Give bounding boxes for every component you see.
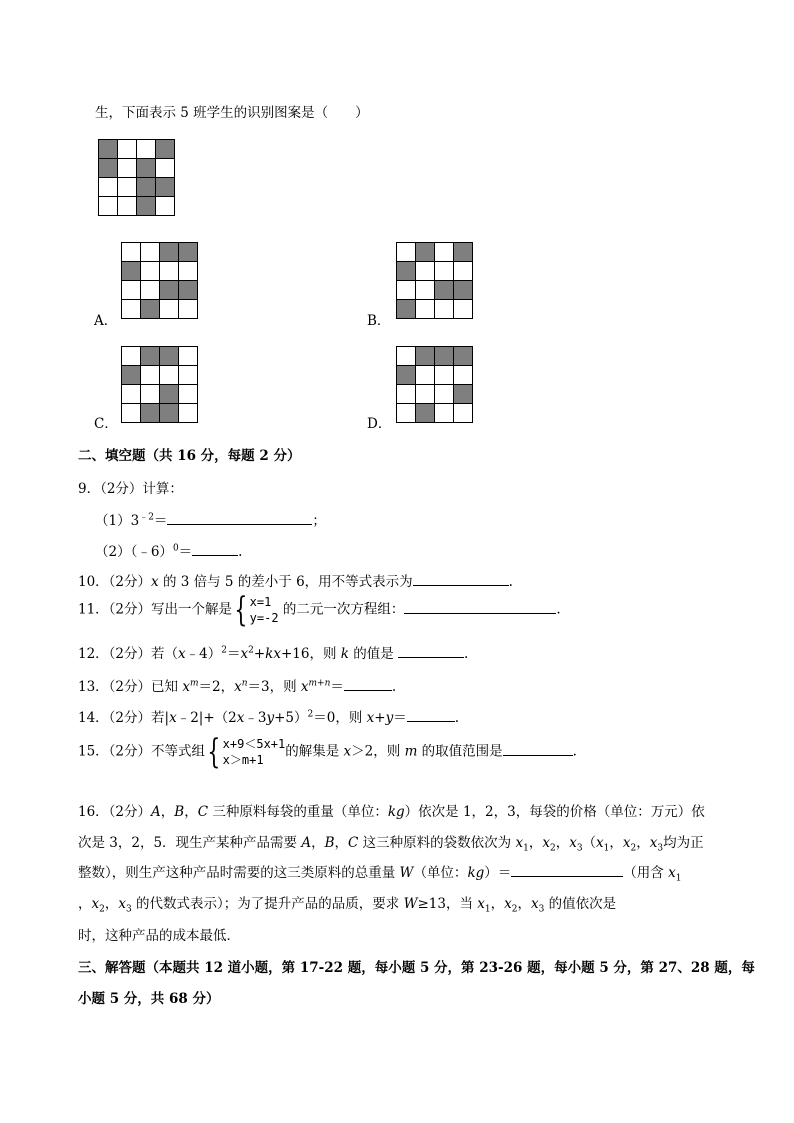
shaded-cell (397, 300, 416, 319)
empty-cell (179, 366, 198, 385)
question-10: 10．（2分）x 的 3 倍与 5 的差小于 6，用不等式表示为 . (78, 570, 513, 590)
question-8-intro: 生，下面表示 5 班学生的识别图案是（ ） (95, 105, 369, 121)
shaded-cell (454, 243, 473, 262)
empty-cell (179, 347, 198, 366)
empty-cell (156, 197, 175, 216)
answer-blank[interactable] (398, 643, 464, 658)
shaded-cell (122, 262, 141, 281)
empty-cell (454, 262, 473, 281)
shaded-cell (156, 178, 175, 197)
empty-cell (416, 262, 435, 281)
empty-cell (416, 300, 435, 319)
answer-blank[interactable] (511, 862, 623, 877)
shaded-cell (416, 404, 435, 423)
empty-cell (416, 281, 435, 300)
empty-cell (141, 281, 160, 300)
shaded-cell (179, 243, 198, 262)
shaded-cell (397, 366, 416, 385)
shaded-cell (416, 243, 435, 262)
question-13: 13．（2分）已知 $x^m=2$，$x^n=3$，则 $x^{m+n}=$ . (78, 675, 396, 695)
shaded-cell (179, 281, 198, 300)
shaded-cell (99, 140, 118, 159)
shaded-cell (137, 197, 156, 216)
shaded-cell (122, 366, 141, 385)
empty-cell (118, 178, 137, 197)
empty-cell (435, 262, 454, 281)
option-b-label: B． (367, 313, 391, 329)
shaded-cell (141, 300, 160, 319)
answer-blank[interactable] (413, 571, 509, 586)
option-a-label: A． (94, 313, 118, 329)
question-16-line-1: 16．（2分）A，B，C 三种原料每袋的重量（单位：kg）依次是 1，2，3，每袋的价格（单位：万元）依 (78, 804, 705, 820)
question-9-part-1: $(1)3^{﹣2}=$ ； (95, 509, 326, 529)
empty-cell (435, 366, 454, 385)
empty-cell (118, 159, 137, 178)
empty-cell (156, 159, 175, 178)
empty-cell (397, 281, 416, 300)
question-12: 12．（2分）若$(x﹣4)^2=x^2+kx+16$，则 k 的值是 . (78, 642, 468, 662)
option-c-label: C． (94, 416, 118, 432)
empty-cell (141, 262, 160, 281)
shaded-cell (99, 159, 118, 178)
empty-cell (454, 404, 473, 423)
answer-blank[interactable] (344, 676, 392, 691)
empty-cell (141, 366, 160, 385)
shaded-cell (454, 347, 473, 366)
empty-cell (397, 347, 416, 366)
empty-cell (122, 281, 141, 300)
answer-blank[interactable] (192, 541, 238, 556)
empty-cell (416, 366, 435, 385)
empty-cell (160, 262, 179, 281)
empty-cell (179, 404, 198, 423)
question-9-part-2: （2）（﹣6）$^0$＝ . (95, 540, 242, 560)
shaded-cell (141, 347, 160, 366)
question-11: 11．（2分）写出一个解是{ x=1 y=-2 的二元一次方程组： . (78, 590, 561, 630)
empty-cell (141, 385, 160, 404)
question-16-line-5: 时，这种产品的成本最低． (78, 928, 240, 944)
shaded-cell (435, 281, 454, 300)
empty-cell (179, 385, 198, 404)
question-9-head: 9．（2分）计算： (78, 481, 183, 497)
empty-cell (454, 300, 473, 319)
empty-cell (122, 385, 141, 404)
shaded-cell (160, 347, 179, 366)
empty-cell (435, 300, 454, 319)
empty-cell (99, 197, 118, 216)
shaded-cell (435, 347, 454, 366)
question-14: 14．（2分）若|x﹣2|+（2x﹣3y+5）$^2$＝0，则 x+y＝ . (78, 706, 459, 726)
shaded-cell (137, 178, 156, 197)
empty-cell (122, 243, 141, 262)
option-b-pattern-grid (396, 242, 473, 319)
option-a-pattern-grid (121, 242, 198, 319)
empty-cell (179, 262, 198, 281)
question-16-line-3: 整数），则生产这种产品时需要的这三类原料的总重量 W（单位：kg）＝ （用含 $x_1$ (78, 861, 681, 884)
section-3-title-line-2: 小题 5 分，共 68 分） (78, 991, 220, 1007)
example-pattern-grid (98, 139, 175, 216)
empty-cell (435, 243, 454, 262)
shaded-cell (454, 281, 473, 300)
answer-blank[interactable] (407, 707, 455, 722)
empty-cell (160, 300, 179, 319)
empty-cell (416, 385, 435, 404)
shaded-cell (416, 347, 435, 366)
empty-cell (397, 243, 416, 262)
empty-cell (397, 404, 416, 423)
shaded-cell (397, 262, 416, 281)
empty-cell (99, 178, 118, 197)
shaded-cell (156, 140, 175, 159)
answer-blank[interactable] (503, 741, 573, 756)
empty-cell (118, 140, 137, 159)
answer-blank[interactable] (404, 599, 556, 614)
empty-cell (137, 140, 156, 159)
empty-cell (122, 404, 141, 423)
empty-cell (122, 347, 141, 366)
option-c-pattern-grid (121, 346, 198, 423)
brace-symbol: { (207, 732, 221, 772)
shaded-cell (141, 404, 160, 423)
empty-cell (435, 404, 454, 423)
shaded-cell (160, 243, 179, 262)
section-2-title: 二、填空题（共 16 分，每题 2 分） (78, 448, 301, 464)
question-16-line-2: 次是 3，2，5．现生产某种产品需要 A，B，C 这三种原料的袋数依次为 $x_1$，$x_2$，$x_3(x_1$，$x_2$，$x_3$均为正 (78, 835, 704, 854)
option-d-pattern-grid (396, 346, 473, 423)
empty-cell (160, 366, 179, 385)
shaded-cell (454, 385, 473, 404)
empty-cell (435, 385, 454, 404)
empty-cell (454, 366, 473, 385)
empty-cell (141, 243, 160, 262)
answer-blank[interactable] (167, 510, 312, 525)
shaded-cell (160, 281, 179, 300)
shaded-cell (160, 404, 179, 423)
empty-cell (397, 385, 416, 404)
brace-symbol: { (234, 590, 248, 630)
question-15: 15．（2分）不等式组{ x+9＜5x+1 x＞m+1的解集是 x＞2，则 m 的取值范围是 . (78, 732, 577, 772)
shaded-cell (137, 159, 156, 178)
shaded-cell (160, 385, 179, 404)
question-16-line-4: ，$x_2$，$x_3$ 的代数式表示）；为了提升产品的品质，要求 W≥13，当 $x_1$，$x_2$，$x_3$ 的值依次是 (78, 896, 617, 915)
option-d-label: D． (367, 416, 392, 432)
empty-cell (179, 300, 198, 319)
empty-cell (122, 300, 141, 319)
empty-cell (118, 197, 137, 216)
section-3-title-line-1: 三、解答题（本题共 12 道小题，第 17-22 题，每小题 5 分，第 23-26 题，每小题 5 分，第 27、28 题，每 (78, 960, 755, 976)
